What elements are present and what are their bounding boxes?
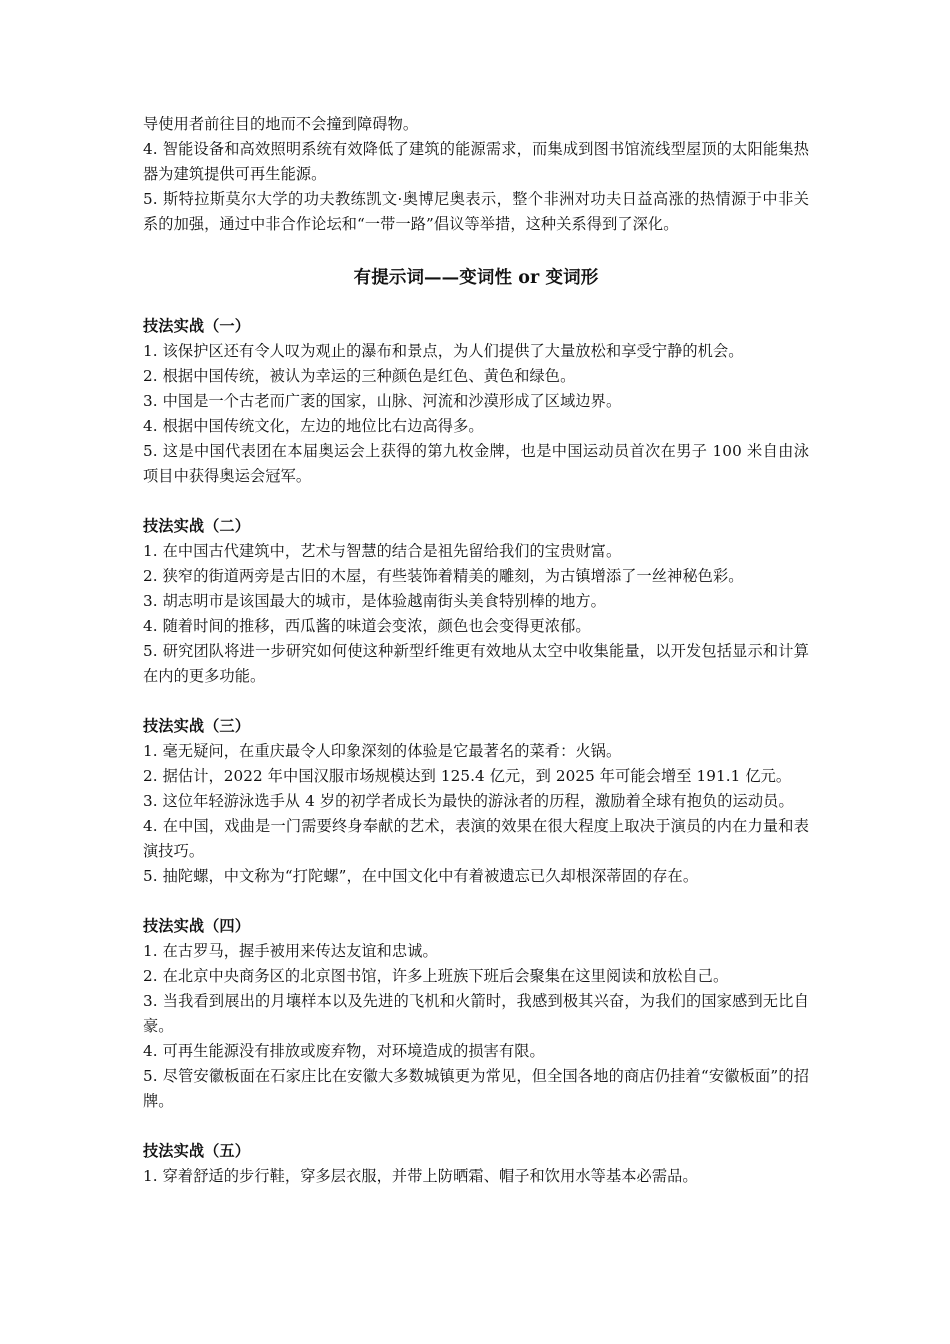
list-item: 5. 研究团队将进一步研究如何使这种新型纤维更有效地从太空中收集能量，以开发包括显示和计算在内的更多功能。 xyxy=(143,642,809,685)
section-heading: 技法实战（四） xyxy=(143,917,251,935)
list-item: 1. 该保护区还有令人叹为观止的瀑布和景点，为人们提供了大量放松和享受宁静的机会。 xyxy=(143,342,744,360)
list-item: 2. 根据中国传统，被认为幸运的三种颜色是红色、黄色和绿色。 xyxy=(143,367,576,385)
section-heading: 技法实战（二） xyxy=(143,517,251,535)
exercise-section-3 xyxy=(143,714,809,889)
list-item: 3. 这位年轻游泳选手从 4 岁的初学者成长为最快的游泳者的历程，激励着全球有抱负的运动员。 xyxy=(143,792,794,810)
list-item: 3. 中国是一个古老而广袤的国家，山脉、河流和沙漠形成了区域边界。 xyxy=(143,392,622,410)
list-item: 1. 毫无疑问，在重庆最令人印象深刻的体验是它最著名的菜肴：火锅。 xyxy=(143,742,622,760)
list-item: 5. 斯特拉斯莫尔大学的功夫教练凯文·奥博尼奥表示，整个非洲对功夫日益高涨的热情源于中非关系的加强，通过中非合作论坛和“一带一路”倡议等举措，这种关系得到了深化。 xyxy=(143,190,809,233)
list-item: 5. 尽管安徽板面在石家庄比在安徽大多数城镇更为常见，但全国各地的商店仍挂着“安徽板面”的招牌。 xyxy=(143,1067,809,1110)
exercise-section-2 xyxy=(143,514,809,689)
list-item: 3. 胡志明市是该国最大的城市，是体验越南街头美食特别棒的地方。 xyxy=(143,592,606,610)
list-item: 1. 穿着舒适的步行鞋，穿多层衣服，并带上防晒霜、帽子和饮用水等基本必需品。 xyxy=(143,1167,698,1185)
list-item: 4. 在中国，戏曲是一门需要终身奉献的艺术，表演的效果在很大程度上取决于演员的内在力量和表演技巧。 xyxy=(143,817,809,860)
list-item: 2. 狭窄的街道两旁是古旧的木屋，有些装饰着精美的雕刻，为古镇增添了一丝神秘色彩。 xyxy=(143,567,744,585)
exercise-section-4 xyxy=(143,914,809,1114)
list-item: 4. 智能设备和高效照明系统有效降低了建筑的能源需求，而集成到图书馆流线型屋顶的太阳能集热器为建筑提供可再生能源。 xyxy=(143,140,809,183)
list-item: 3. 当我看到展出的月壤样本以及先进的飞机和火箭时，我感到极其兴奋，为我们的国家感到无比自豪。 xyxy=(143,992,809,1035)
continued-list xyxy=(143,112,809,237)
list-item: 4. 根据中国传统文化，左边的地位比右边高得多。 xyxy=(143,417,484,435)
list-item: 4. 可再生能源没有排放或废弃物，对环境造成的损害有限。 xyxy=(143,1042,545,1060)
section-heading: 技法实战（五） xyxy=(143,1142,251,1160)
document-page xyxy=(143,112,809,1189)
exercise-section-1 xyxy=(143,314,809,489)
list-item: 1. 在古罗马，握手被用来传达友谊和忠诚。 xyxy=(143,942,438,960)
list-item: 5. 抽陀螺，中文称为“打陀螺”，在中国文化中有着被遗忘已久却根深蒂固的存在。 xyxy=(143,867,699,885)
section-heading: 技法实战（三） xyxy=(143,717,251,735)
list-item: 导使用者前往目的地而不会撞到障碍物。 xyxy=(143,115,419,133)
list-item: 2. 据估计，2022 年中国汉服市场规模达到 125.4 亿元，到 2025 年可能会增至 191.1 亿元。 xyxy=(143,767,792,785)
list-item: 2. 在北京中央商务区的北京图书馆，许多上班族下班后会聚集在这里阅读和放松自己。 xyxy=(143,967,729,985)
page-title: 有提示词——变词性 or 变词形 xyxy=(353,268,599,288)
list-item: 5. 这是中国代表团在本届奥运会上获得的第九枚金牌，也是中国运动员首次在男子 100 米自由泳项目中获得奥运会冠军。 xyxy=(143,442,809,485)
section-heading: 技法实战（一） xyxy=(143,317,251,335)
list-item: 4. 随着时间的推移，西瓜酱的味道会变浓，颜色也会变得更浓郁。 xyxy=(143,617,591,635)
exercise-section-5 xyxy=(143,1139,809,1189)
list-item: 1. 在中国古代建筑中，艺术与智慧的结合是祖先留给我们的宝贵财富。 xyxy=(143,542,622,560)
